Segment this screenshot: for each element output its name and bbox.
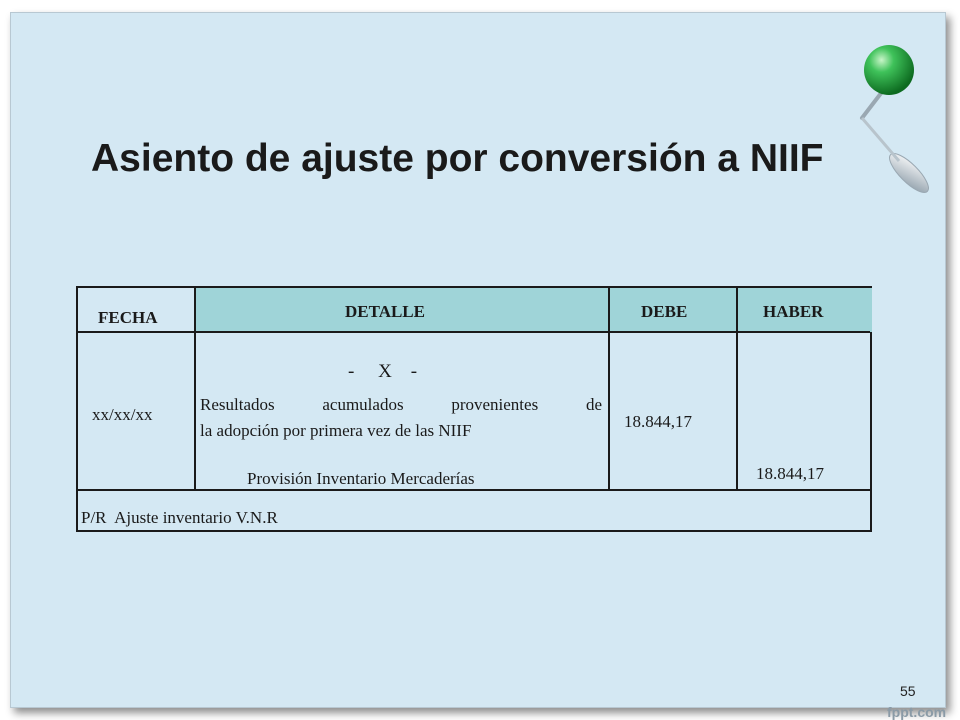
haber-value: 18.844,17 [756, 464, 824, 483]
header-debe: DEBE [609, 288, 737, 332]
debit-account-line-2: la adopción por primera vez de las NIIF [200, 421, 472, 440]
debe-value: 18.844,17 [624, 412, 692, 431]
debit-account-line-1: Resultados acumulados provenientes de [200, 395, 602, 414]
brand-watermark: fppt.com [887, 704, 947, 720]
page-number: 55 [900, 683, 916, 699]
journal-entry-table [76, 286, 872, 532]
header-haber: HABER [737, 288, 872, 332]
pushpin-icon [857, 43, 937, 203]
header-fecha: FECHA [78, 288, 195, 332]
slide-title: Asiento de ajuste por conversión a NIIF [91, 137, 824, 180]
credit-account: Provisión Inventario Mercaderías [247, 469, 475, 488]
entry-marker: - X - [348, 361, 418, 382]
fecha-value: xx/xx/xx [92, 405, 153, 424]
entry-note: P/R Ajuste inventario V.N.R [81, 508, 278, 527]
header-detalle: DETALLE [195, 288, 609, 332]
